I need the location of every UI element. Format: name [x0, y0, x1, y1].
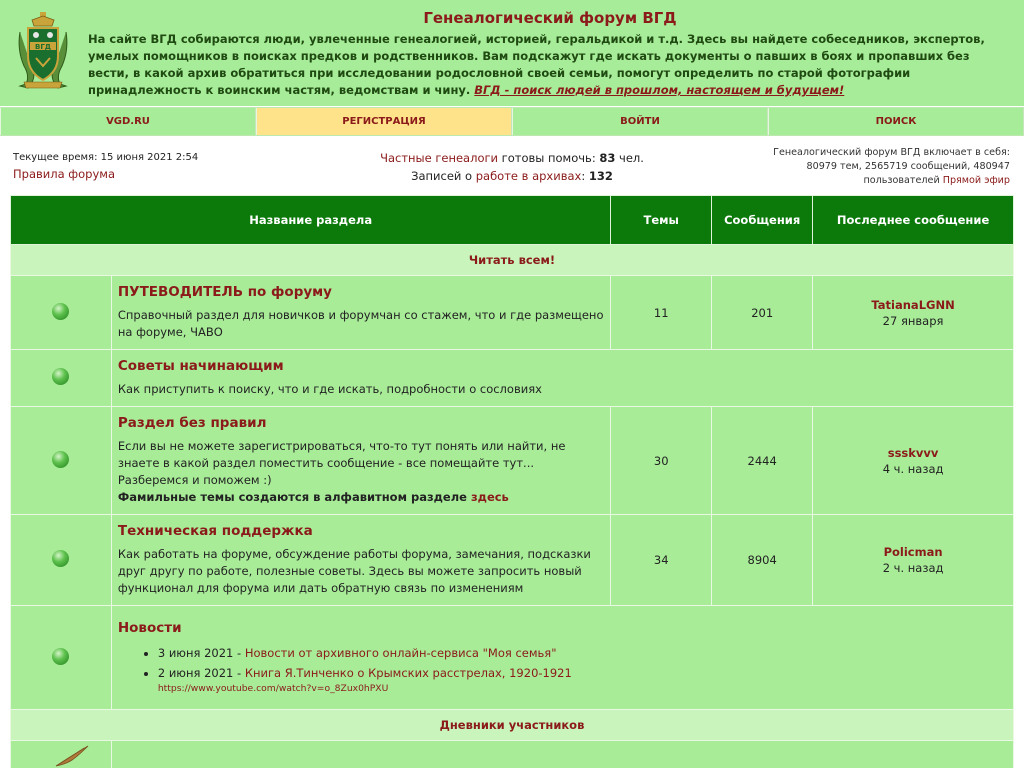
forum-status: [11, 515, 112, 606]
page-title: Генеалогический форум ВГД: [423, 9, 677, 27]
news-link[interactable]: Книга Я.Тинченко о Крымских расстрелах, 1920-1921: [244, 666, 572, 680]
forum-topics: 34: [611, 515, 712, 606]
forum-status: [11, 407, 112, 515]
status-dot-icon: [52, 550, 69, 567]
last-post-user[interactable]: Policman: [883, 545, 943, 559]
forum-title-link[interactable]: ПУТЕВОДИТЕЛЬ по форуму: [117, 284, 332, 300]
news-link[interactable]: Новости от архивного онлайн-сервиса "Моя семья": [244, 646, 557, 660]
private-text: готовы помочь:: [498, 151, 600, 165]
intro-text: На сайте ВГД собираются люди, увлеченные генеалогией, историей, геральдикой и т.д. Здесь вы найдете собеседников, экспертов, умелых помощников в поисках предков и родственников. Вам подскажут где искать документы о павших в боях и пропавших без вести, в какой архив обратиться при исследовании родословной своей семьи, помогут определить по старой фотографии принадлежность к воинским частям, ведомствам и чину.: [88, 32, 985, 97]
quill-icon: [54, 744, 90, 768]
category-row: [11, 710, 1014, 741]
last-post-time: 2 ч. назад: [882, 561, 944, 575]
forum-posts: 8904: [712, 515, 813, 606]
status-dot-icon: [52, 451, 69, 468]
private-unit: чел.: [615, 151, 644, 165]
forum-topics: 30: [611, 407, 712, 515]
forum-title-link[interactable]: Новости: [117, 620, 182, 636]
svg-text:ВГД: ВГД: [34, 43, 52, 51]
nav-home[interactable]: VGD.RU: [0, 108, 256, 135]
status-dot-icon: [52, 303, 69, 320]
header-posts: Сообщения: [712, 196, 813, 245]
forum-table: [10, 195, 1014, 768]
last-post-user[interactable]: TatianaLGNN: [871, 297, 955, 312]
forum-row: [11, 741, 1014, 768]
forum-row: [11, 515, 1014, 606]
last-post-time: 4 ч. назад: [882, 461, 944, 476]
last-post-time: 27 января: [882, 313, 944, 328]
rules-link[interactable]: Правила форума: [13, 167, 115, 181]
forum-posts: 201: [712, 276, 813, 350]
records-sep: :: [581, 169, 589, 183]
forum-info: [111, 350, 1013, 407]
forum-status: [11, 276, 112, 350]
table-header: [11, 196, 1014, 245]
forum-row: [11, 276, 1014, 350]
news-item: [158, 643, 1007, 663]
forum-stats: [760, 146, 1010, 188]
news-date: 2 июня 2021: [157, 666, 234, 680]
header-name: Название раздела: [11, 196, 611, 245]
forum-last-post: [813, 407, 1014, 515]
forum-last-post: [813, 276, 1014, 350]
slogan-link[interactable]: ВГД - поиск людей в прошлом, настоящем и будущем!: [474, 83, 845, 97]
forum-posts: 2444: [712, 407, 813, 515]
forum-status: [11, 606, 112, 710]
header-topics: Темы: [611, 196, 712, 245]
forum-desc: Справочный раздел для новичков и форумчан со стажем, что и где размещено на форуме, ЧАВО: [117, 308, 604, 339]
forum-info: [111, 276, 610, 350]
forum-info: [111, 407, 610, 515]
forum-row: [11, 407, 1014, 515]
news-sep: -: [233, 646, 245, 660]
site-header: [0, 0, 1024, 106]
coat-of-arms-logo[interactable]: [14, 12, 72, 90]
forum-title-link[interactable]: Советы начинающим: [117, 358, 284, 374]
forum-row: [11, 606, 1014, 710]
note-link[interactable]: здесь: [470, 490, 509, 504]
forum-topics: 11: [611, 276, 712, 350]
records-count: 132: [588, 169, 613, 183]
nav-search[interactable]: ПОИСК: [768, 108, 1024, 135]
news-date: 3 июня 2021: [157, 646, 234, 660]
forum-row: [11, 350, 1014, 407]
archive-work-link[interactable]: работе в архивах: [475, 169, 582, 183]
forum-desc: Если вы не можете зарегистрироваться, что-то тут понять или найти, не знаете в какой раздел поместить сообщение - все помещайте тут... Разберемся и поможем :): [117, 439, 566, 487]
last-post-user[interactable]: ssskvvv: [887, 445, 939, 460]
news-item: [158, 663, 1007, 695]
category-read-all[interactable]: Читать всем!: [11, 245, 1014, 276]
forum-info: [111, 741, 1013, 768]
header-last: Последнее сообщение: [813, 196, 1014, 245]
forum-desc: Как работать на форуме, обсуждение работы форума, замечания, подсказки друг другу по работе, полезные советы. Здесь вы можете запросить новый функционал для форума или дать обратную связь по изменениям: [117, 547, 591, 595]
forum-note: [118, 489, 604, 506]
records-prefix: Записей о: [411, 169, 476, 183]
news-list: [118, 643, 1007, 695]
main-nav: [0, 107, 1024, 136]
category-diaries[interactable]: Дневники участников: [11, 710, 1014, 741]
live-link[interactable]: Прямой эфир: [942, 175, 1010, 186]
forum-status: [11, 350, 112, 407]
forum-title-link[interactable]: Раздел без правил: [117, 415, 267, 431]
status-dot-icon: [52, 368, 69, 385]
forum-last-post: [813, 515, 1014, 606]
nav-register[interactable]: РЕГИСТРАЦИЯ: [256, 108, 512, 135]
nav-login[interactable]: ВОЙТИ: [512, 108, 768, 135]
stats-text: Генеалогический форум ВГД включает в себя: 80979 тем, 2565719 сообщений, 480947 пользователей: [773, 147, 1010, 186]
news-url-link[interactable]: https://www.youtube.com/watch?v=o_8Zux0hPXU: [157, 683, 389, 694]
category-row: [11, 245, 1014, 276]
site-intro: [88, 31, 1012, 99]
forum-title-link[interactable]: Техническая поддержка: [117, 523, 313, 539]
private-count: 83: [599, 151, 616, 165]
private-genealogists-link[interactable]: Частные генеалоги: [380, 151, 499, 165]
current-time: Текущее время: 15 июня 2021 2:54: [13, 152, 199, 163]
forum-desc: Как приступить к поиску, что и где искать, подробности о сословиях: [117, 382, 542, 396]
status-dot-icon: [52, 648, 69, 665]
forum-info: [111, 606, 1013, 710]
news-sep: -: [233, 666, 245, 680]
forum-info: [111, 515, 610, 606]
note-text: Фамильные темы создаются в алфавитном разделе: [117, 490, 471, 504]
